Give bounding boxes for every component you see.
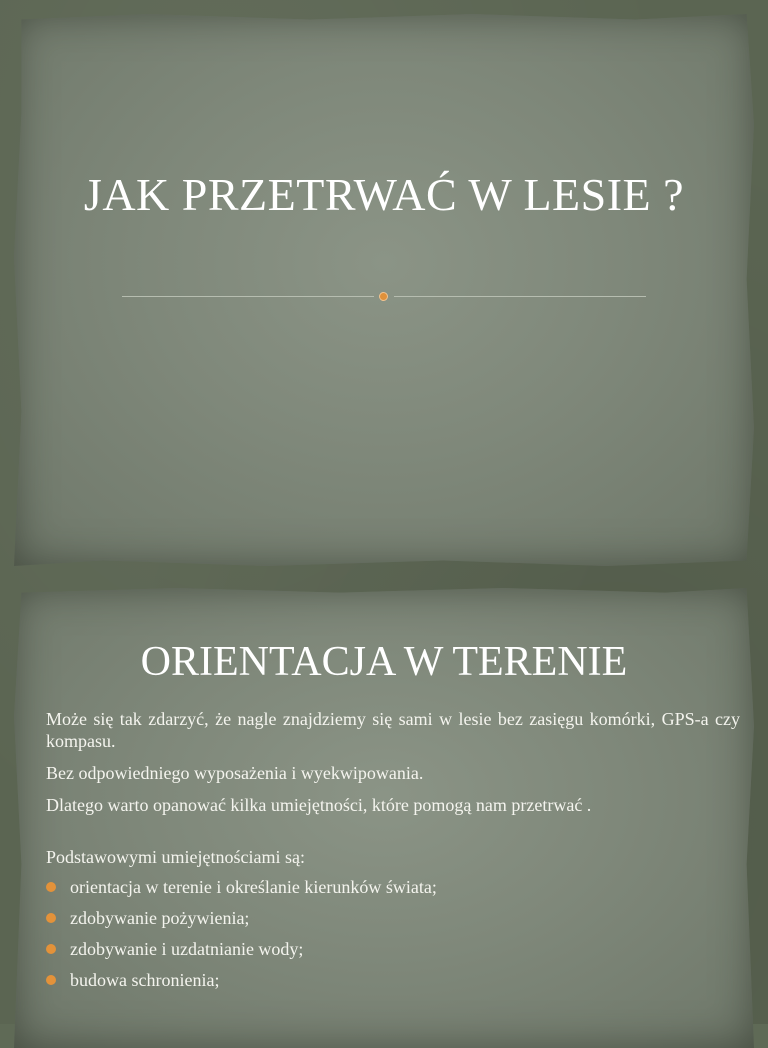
list-item [46, 876, 740, 898]
list-item [46, 969, 740, 991]
bullet-dot-icon [46, 975, 56, 985]
paragraph: Może się tak zdarzyć, że nagle znajdziemy się sami w lesie bez zasięgu komórki, GPS-a czy kompasu. [46, 709, 740, 751]
paragraph: Bez odpowiedniego wyposażenia i wyekwipowania. [46, 763, 424, 783]
list-item [46, 907, 740, 929]
title-slide-panel [14, 14, 754, 566]
list-item-text: orientacja w terenie i określanie kierunków świata; [70, 877, 437, 897]
bullet-dot-icon [46, 944, 56, 954]
slide-2-content [46, 708, 740, 1000]
title-divider-left [122, 296, 374, 297]
list-item-text: zdobywanie pożywienia; [70, 908, 250, 928]
list-item-text: zdobywanie i uzdatnianie wody; [70, 939, 304, 959]
title-divider-right [394, 296, 646, 297]
divider-dot-icon [379, 292, 388, 301]
bullet-dot-icon [46, 882, 56, 892]
skills-list [46, 876, 740, 991]
list-item-text: budowa schronienia; [70, 970, 220, 990]
slide-2-title: ORIENTACJA W TERENIE [140, 639, 628, 685]
list-intro: Podstawowymi umiejętnościami są: [46, 847, 305, 867]
list-item [46, 938, 740, 960]
slide-1-title: JAK PRZETRWAĆ W LESIE ? [83, 169, 685, 220]
paragraph: Dlatego warto opanować kilka umiejętności, które pomogą nam przetrwać . [46, 795, 592, 815]
bullet-dot-icon [46, 913, 56, 923]
